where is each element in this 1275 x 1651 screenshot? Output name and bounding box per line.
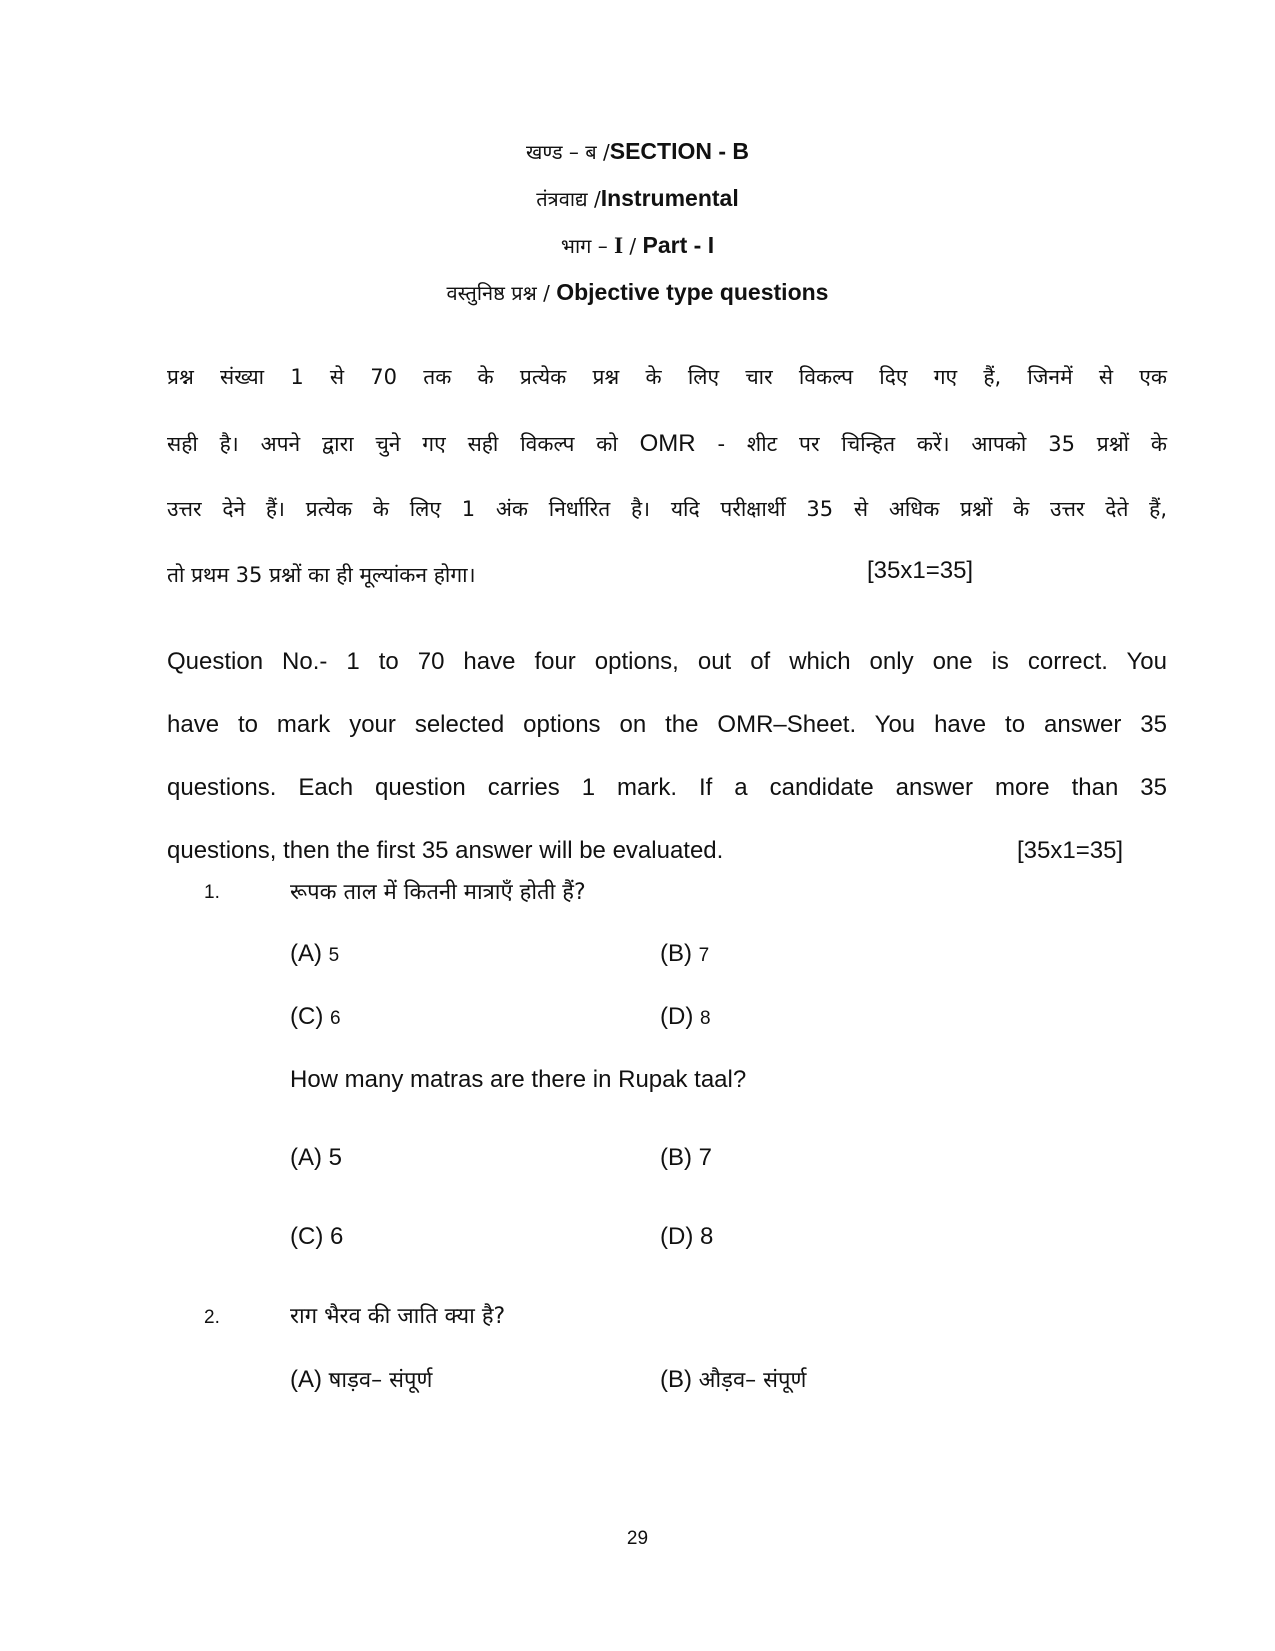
instructions-hindi-line-1: प्रश्न संख्या 1 से 70 तक के प्रत्येक प्रश्न के लिए चार विकल्प दिए गए हैं, जिनमें से एक <box>167 365 1167 389</box>
part-heading-separator: / <box>623 234 643 258</box>
option-value: 8 <box>700 1223 714 1250</box>
instructions-english-line-4-text: questions, then the first 35 answer will be evaluated. <box>167 837 724 864</box>
question-2-hindi-option-b <box>660 1364 806 1394</box>
question-1-hindi-option-a <box>290 940 339 968</box>
option-value: 8 <box>700 1008 711 1029</box>
subject-heading-english: Instrumental <box>600 185 739 211</box>
option-value: षाड़व– संपूर्ण <box>328 1368 433 1393</box>
question-type-hindi: वस्तुनिष्ठ प्रश्न / <box>446 281 557 305</box>
option-label: (D) <box>660 1223 694 1250</box>
page-number: 29 <box>626 1528 649 1549</box>
option-value: 5 <box>328 1144 343 1171</box>
instructions-english-marks: [35x1=35] <box>1017 837 1124 864</box>
subject-heading-hindi: तंत्रवाद्य / <box>536 187 601 211</box>
instructions-hindi-line-2 <box>167 430 1167 458</box>
instructions-english-line-1: Question No.- 1 to 70 have four options, out of which only one is correct. You <box>167 648 1167 675</box>
part-heading-hindi: भाग – <box>560 234 615 258</box>
option-value: 6 <box>330 1008 341 1029</box>
instructions-hindi-line-2b: - शीट पर चिन्हित करें। आपको 35 प्रश्नों के <box>695 432 1167 456</box>
question-2-hindi-option-a <box>290 1364 432 1394</box>
question-1-hindi-option-d <box>660 1003 711 1031</box>
option-label: (B) <box>660 1144 692 1171</box>
question-1-english-option-d <box>660 1223 713 1251</box>
option-label: (A) <box>290 1366 322 1393</box>
instructions-english-line-4 <box>167 837 1167 865</box>
option-label: (B) <box>660 1366 692 1393</box>
option-value: औड़व– संपूर्ण <box>698 1368 807 1393</box>
question-type-heading <box>0 279 1275 306</box>
instructions-hindi-line-4-text: तो प्रथम 35 प्रश्नों का ही मूल्यांकन होगा। <box>167 563 476 587</box>
option-value: 5 <box>328 945 340 966</box>
option-label: (A) <box>290 1144 322 1171</box>
section-heading-hindi: खण्ड – ब / <box>525 140 610 164</box>
option-label: (B) <box>660 940 692 967</box>
instructions-hindi-omr: OMR <box>639 430 696 457</box>
option-label: (D) <box>660 1003 694 1030</box>
question-1-hindi-option-c <box>290 1003 341 1031</box>
question-type-english: Objective type questions <box>556 279 829 305</box>
instructions-english-line-2: have to mark your selected options on the OMR–Sheet. You have to answer 35 <box>167 711 1167 738</box>
question-1-english-option-b <box>660 1144 712 1172</box>
question-1-english-option-c <box>290 1223 343 1251</box>
question-1-text-hindi: रूपक ताल में कितनी मात्राएँ होती हैं? <box>290 880 586 905</box>
option-label: (A) <box>290 940 322 967</box>
instructions-hindi-line-2a: सही है। अपने द्वारा चुने गए सही विकल्प को <box>167 432 640 456</box>
question-2-number: 2. <box>204 1307 220 1328</box>
instructions-english-line-3: questions. Each question carries 1 mark. If a candidate answer more than 35 <box>167 774 1167 801</box>
instructions-hindi-marks: [35x1=35] <box>867 557 974 584</box>
option-value: 7 <box>698 945 710 966</box>
part-heading-roman: I <box>614 233 624 258</box>
part-heading-english: Part - I <box>642 232 715 258</box>
option-label: (C) <box>290 1223 324 1250</box>
section-heading-english: SECTION - B <box>609 138 750 164</box>
option-value: 6 <box>330 1223 344 1250</box>
question-1-number: 1. <box>204 882 220 903</box>
option-value: 7 <box>698 1144 713 1171</box>
part-heading <box>0 232 1275 259</box>
option-label: (C) <box>290 1003 324 1030</box>
subject-heading <box>0 185 1275 212</box>
section-heading <box>0 138 1275 165</box>
question-1-hindi-option-b <box>660 940 709 968</box>
question-1-text-english: How many matras are there in Rupak taal? <box>290 1066 747 1093</box>
instructions-hindi-line-4 <box>167 557 1167 589</box>
question-1-english-option-a <box>290 1144 342 1172</box>
question-2-text-hindi: राग भैरव की जाति क्या है? <box>290 1304 506 1329</box>
instructions-hindi-line-3: उत्तर देने हैं। प्रत्येक के लिए 1 अंक निर्धारित है। यदि परीक्षार्थी 35 से अधिक प्रश्नों के उत्तर देते हैं, <box>167 497 1167 521</box>
